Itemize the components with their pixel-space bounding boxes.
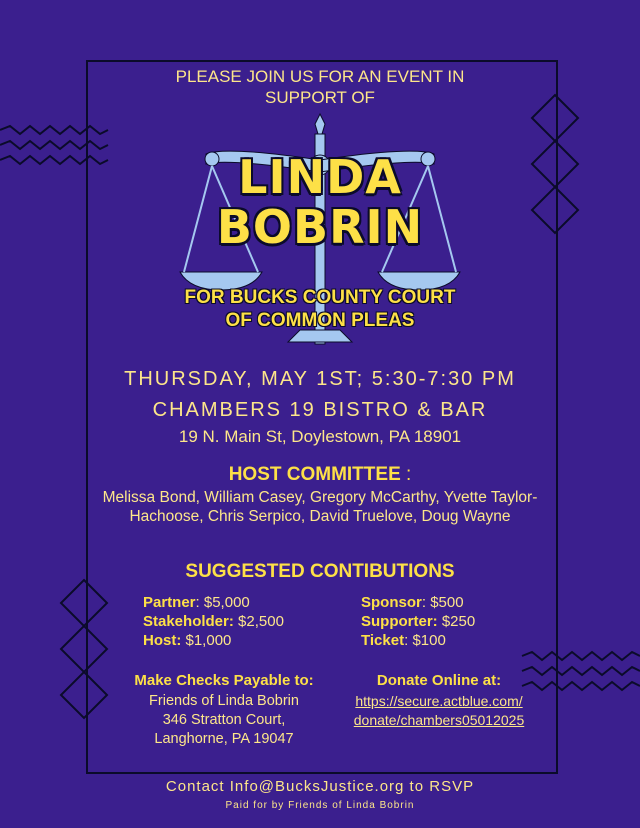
tier-sep: : <box>404 632 413 649</box>
tier-amount: $1,000 <box>185 632 232 649</box>
candidate-first-name: LINDA <box>238 150 402 204</box>
tier-amount: $250 <box>441 613 476 630</box>
checks-heading: Make Checks Payable to: <box>134 672 314 689</box>
candidate-last-name: BOBRIN <box>216 200 424 254</box>
invitation-text: PLEASE JOIN US FOR AN EVENT IN SUPPORT OF <box>175 67 465 107</box>
office-line-1: FOR BUCKS COUNTY COURT <box>184 287 456 308</box>
office-title <box>0 286 640 332</box>
tier-label: Partner <box>143 594 196 611</box>
donate-url-line-2[interactable]: donate/chambers05012025 <box>353 712 525 728</box>
office-line-2: OF COMMON PLEAS <box>225 310 415 331</box>
contact-rsvp: Contact Info@BucksJustice.org to RSVP <box>165 778 475 795</box>
tier-amount: $500 <box>430 594 464 611</box>
host-committee-heading <box>0 464 640 486</box>
tier-partner <box>143 593 250 612</box>
host-committee-names: Melissa Bond, William Casey, Gregory McCarthy, Yvette Taylor-Hachoose, Chris Serpico, David Truelove, Doug Wayne <box>102 489 538 525</box>
checks-address <box>118 692 330 749</box>
tier-label: Sponsor <box>361 594 422 611</box>
tier-supporter <box>361 612 475 631</box>
contributions-heading: SUGGESTED CONTIBUTIONS <box>185 561 455 582</box>
host-committee-title: HOST COMMITTEE <box>228 464 401 485</box>
host-committee-colon: : <box>400 464 412 485</box>
tier-sep: : <box>195 594 204 611</box>
event-date: THURSDAY, MAY 1ST; 5:30-7:30 PM <box>124 368 516 390</box>
donate-url-line-1[interactable]: https://secure.actblue.com/ <box>355 693 523 709</box>
checks-payee: Friends of Linda Bobrin <box>149 693 299 709</box>
tier-sponsor <box>361 593 464 612</box>
event-venue: CHAMBERS 19 BISTRO & BAR <box>152 399 488 421</box>
tier-sep: : <box>421 594 431 611</box>
tier-label: Ticket <box>361 632 405 649</box>
tier-label: Stakeholder: <box>143 613 234 630</box>
event-address: 19 N. Main St, Doylestown, PA 18901 <box>178 427 462 446</box>
checks-street: 346 Stratton Court, <box>162 712 286 728</box>
tier-amount: $5,000 <box>203 594 250 611</box>
checks-city: Langhorne, PA 19047 <box>154 731 294 747</box>
tier-label: Host: <box>143 632 182 649</box>
tier-amount: $2,500 <box>238 613 284 630</box>
tier-stakeholder <box>143 612 284 631</box>
donate-link[interactable] <box>330 692 548 730</box>
candidate-name <box>0 152 640 252</box>
tier-ticket <box>361 631 446 650</box>
tier-host <box>143 631 231 650</box>
tier-label: Supporter: <box>361 613 438 630</box>
tier-amount: $100 <box>412 632 446 649</box>
paid-for-disclaimer: Paid for by Friends of Linda Bobrin <box>225 800 415 811</box>
donate-heading: Donate Online at: <box>376 672 502 689</box>
diamonds-left <box>61 580 107 718</box>
